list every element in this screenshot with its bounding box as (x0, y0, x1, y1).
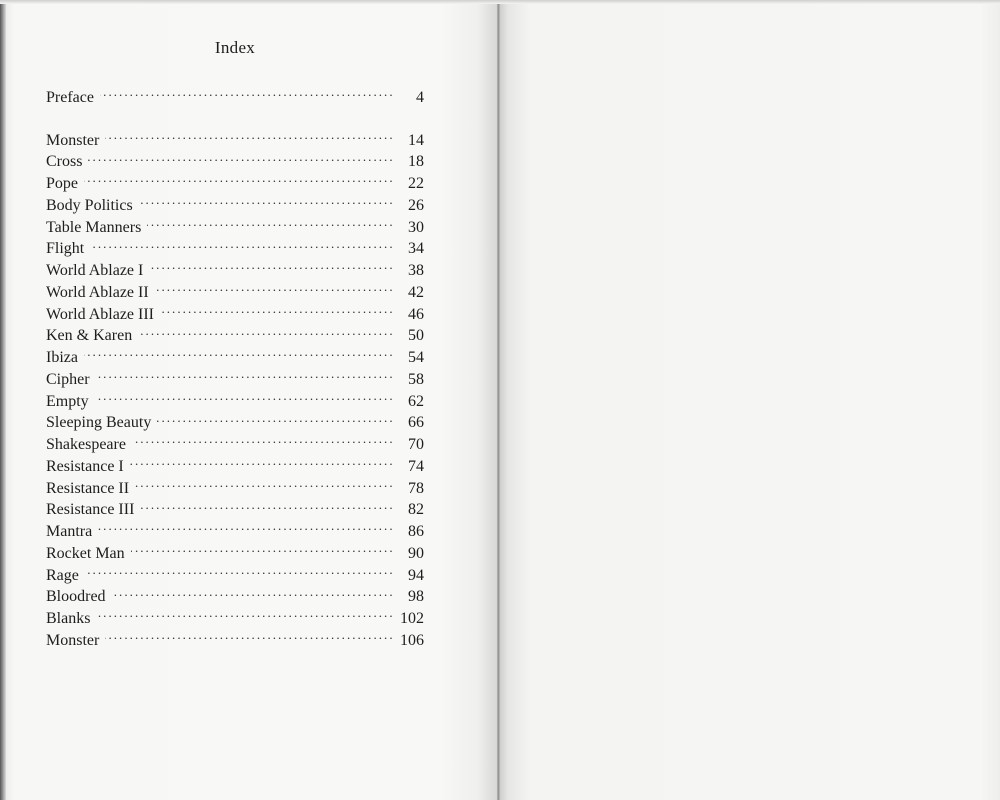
toc-entry-page-number: 14 (408, 131, 424, 149)
toc-entry (46, 623, 424, 649)
dot-leader (131, 536, 392, 558)
toc-entry-page-number: 98 (408, 588, 424, 606)
toc-entry (46, 580, 424, 606)
toc-entry-title: World Ablaze II (46, 283, 149, 301)
dot-leader (100, 80, 392, 102)
toc-entry-page-number: 94 (408, 566, 424, 584)
toc-entry-title: Ken & Karen (46, 327, 133, 345)
toc-entry-page-number: 86 (408, 523, 424, 540)
toc-entry-title: Cipher (46, 370, 90, 388)
dot-leader (105, 123, 392, 145)
toc-entry (46, 558, 424, 584)
dot-leader (140, 493, 392, 515)
toc-entry (46, 166, 424, 192)
dot-leader (85, 558, 392, 580)
toc-entry-title: Cross (46, 153, 83, 171)
dot-leader (157, 406, 392, 428)
dot-leader (90, 232, 392, 254)
dot-leader (139, 188, 392, 210)
top-page-edge (0, 0, 1000, 4)
toc-entry-page-number: 74 (408, 457, 424, 475)
table-of-contents (46, 80, 424, 649)
dot-leader (105, 623, 392, 645)
toc-entry-title: Resistance I (46, 457, 124, 475)
toc-entry (46, 188, 424, 214)
toc-entry-title: Resistance III (46, 501, 135, 519)
toc-entry-page-number: 90 (408, 544, 424, 562)
dot-leader (98, 514, 392, 536)
toc-entry-page-number: 58 (408, 370, 424, 388)
toc-entry-title: Resistance II (46, 479, 130, 497)
toc-entry (46, 145, 424, 171)
toc-entry-title: Shakespeare (46, 436, 126, 453)
toc-entry (46, 80, 424, 106)
toc-entry-page-number: 26 (408, 196, 424, 214)
toc-entry (46, 514, 424, 540)
dot-leader (132, 427, 392, 449)
dot-leader (155, 275, 392, 297)
toc-entry-page-number: 50 (408, 327, 424, 345)
toc-entry (46, 123, 424, 149)
toc-entry-page-number: 66 (408, 414, 424, 432)
toc-entry-title: Rage (46, 566, 79, 584)
toc-entry-title: Mantra (46, 523, 93, 540)
toc-entry-title: Sleeping Beauty (46, 414, 152, 432)
toc-entry (46, 340, 424, 366)
dot-leader (135, 471, 392, 493)
toc-entry (46, 536, 424, 562)
toc-entry (46, 253, 424, 279)
dot-leader (138, 319, 392, 341)
toc-entry-page-number: 22 (408, 175, 424, 192)
toc-entry-title: Empty (46, 392, 89, 410)
toc-entry-page-number: 4 (416, 88, 424, 106)
dot-leader (147, 210, 392, 232)
index-heading: Index (214, 38, 256, 57)
toc-entry-page-number: 106 (400, 631, 424, 649)
dot-leader (149, 253, 392, 275)
right-page-blank (500, 0, 1000, 800)
toc-entry-title: Preface (46, 88, 94, 106)
toc-entry-title: Monster (46, 131, 100, 149)
toc-entry-title: Flight (46, 240, 85, 258)
dot-leader (95, 384, 392, 406)
toc-entry (46, 601, 424, 627)
toc-entry-page-number: 82 (408, 501, 424, 519)
dot-leader (84, 166, 392, 188)
dot-leader (84, 340, 392, 362)
toc-entry-page-number: 38 (408, 262, 424, 279)
toc-entry-title: Table Manners (46, 218, 142, 236)
toc-entry-title: Body Politics (46, 196, 133, 214)
toc-entry-title: Monster (46, 631, 100, 649)
dot-leader (112, 580, 392, 602)
toc-entry-title: Ibiza (46, 349, 78, 366)
toc-entry (46, 232, 424, 258)
dot-leader (96, 601, 392, 623)
toc-entry-page-number: 18 (408, 153, 424, 171)
dot-leader (160, 297, 392, 319)
toc-entry-title: World Ablaze I (46, 262, 144, 279)
toc-entry-page-number: 70 (408, 436, 424, 453)
toc-entry-page-number: 46 (408, 305, 424, 323)
dot-leader (96, 362, 392, 384)
toc-entry (46, 384, 424, 410)
toc-entry-page-number: 54 (408, 349, 424, 366)
toc-entry-title: World Ablaze III (46, 305, 154, 323)
toc-entry-title: Blanks (46, 610, 91, 627)
toc-entry-page-number: 78 (408, 479, 424, 497)
dot-leader (88, 145, 392, 167)
toc-entry-page-number: 30 (408, 218, 424, 236)
toc-entry-page-number: 102 (400, 610, 424, 627)
toc-entry-page-number: 62 (408, 392, 424, 410)
page-edge (0, 0, 6, 800)
toc-entry-page-number: 42 (408, 283, 424, 301)
toc-entry-title: Rocket Man (46, 544, 125, 562)
toc-entry-title: Pope (46, 175, 78, 192)
toc-entry (46, 362, 424, 388)
dot-leader (130, 449, 392, 471)
toc-entry (46, 406, 424, 432)
toc-entry-title: Bloodred (46, 588, 106, 606)
toc-entry-page-number: 34 (408, 240, 424, 258)
